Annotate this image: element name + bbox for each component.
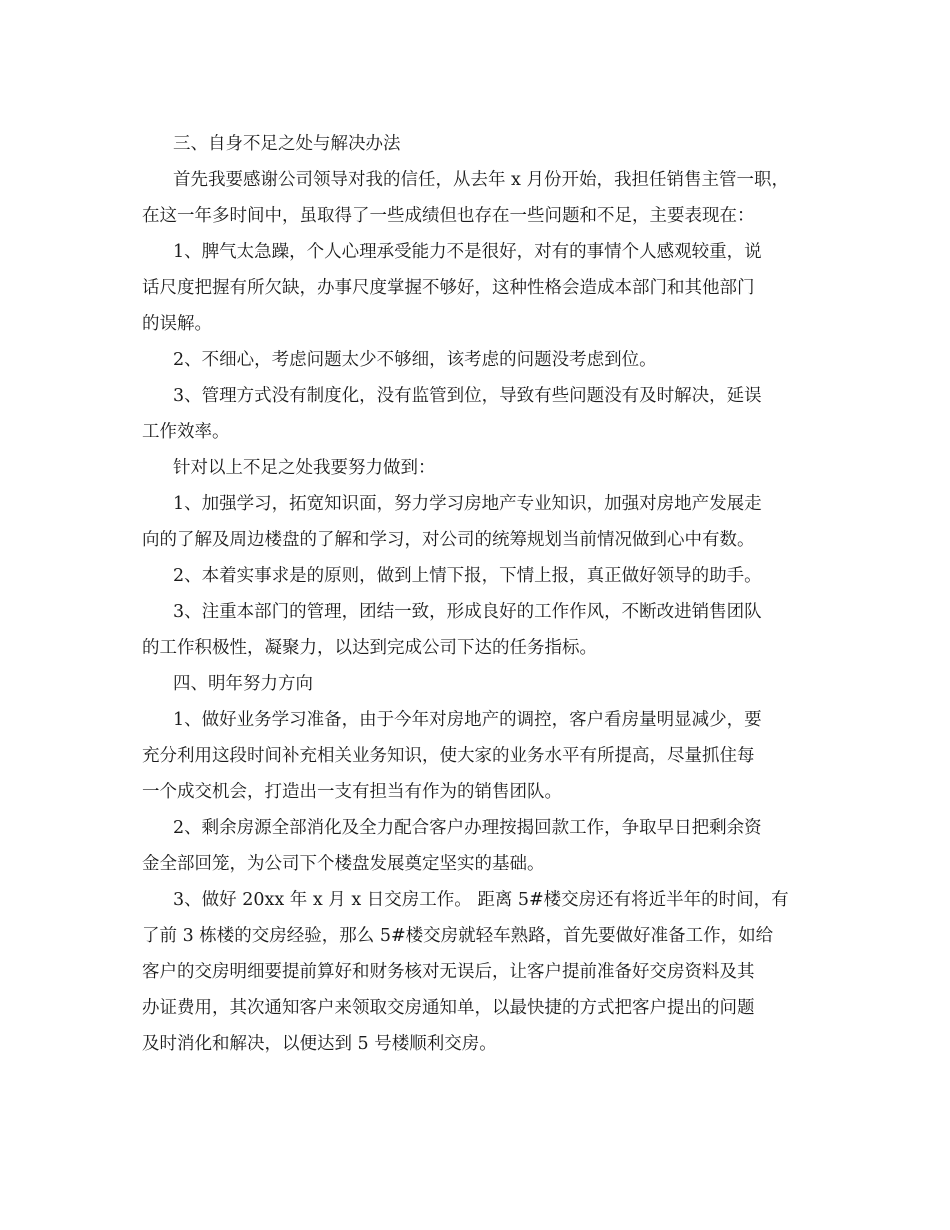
list-item-line: 话尺度把握有所欠缺，办事尺度掌握不够好，这种性格会造成本部门和其他部门 — [142, 278, 755, 298]
list-item-line: 3、注重本部门的管理，团结一致，形成良好的工作作风，不断改进销售团队 — [173, 602, 762, 622]
list-item-line: 充分利用这段时间补充相关业务知识，使大家的业务水平有所提高，尽量抓住每 — [142, 746, 755, 766]
list-item-line: 3、管理方式没有制度化，没有监管到位，导致有些问题没有及时解决，延误 — [173, 386, 762, 406]
list-item-line: 了前 3 栋楼的交房经验，那么 5#楼交房就轻车熟路，首先要做好准备工作，如给 — [142, 926, 774, 946]
list-item-line: 1、脾气太急躁，个人心理承受能力不是很好，对有的事情个人感观较重，说 — [173, 242, 762, 262]
paragraph-line: 针对以上不足之处我要努力做到： — [173, 458, 436, 478]
section-heading-shortcomings: 三、自身不足之处与解决办法 — [173, 134, 401, 154]
list-item-line: 2、本着实事求是的原则，做到上情下报，下情上报，真正做好领导的助手。 — [173, 566, 762, 586]
list-item-line: 1、做好业务学习准备，由于今年对房地产的调控，客户看房量明显减少，要 — [173, 710, 762, 730]
list-item-line: 一个成交机会，打造出一支有担当有作为的销售团队。 — [142, 782, 562, 802]
list-item-line: 2、剩余房源全部消化及全力配合客户办理按揭回款工作，争取早日把剩余资 — [173, 818, 762, 838]
section-heading-next-year: 四、明年努力方向 — [173, 674, 313, 694]
paragraph-line: 首先我要感谢公司领导对我的信任，从去年 x 月份开始，我担任销售主管一职， — [173, 170, 789, 190]
list-item-line: 金全部回笼，为公司下个楼盘发展奠定坚实的基础。 — [142, 854, 545, 874]
list-item-line: 客户的交房明细要提前算好和财务核对无误后，让客户提前准备好交房资料及其 — [142, 962, 755, 982]
list-item-line: 的工作积极性，凝聚力，以达到完成公司下达的任务指标。 — [142, 638, 597, 658]
list-item-line: 2、不细心，考虑问题太少不够细，该考虑的问题没考虑到位。 — [173, 350, 657, 370]
list-item-line: 及时消化和解决，以便达到 5 号楼顺利交房。 — [142, 1034, 497, 1054]
paragraph-line: 在这一年多时间中，虽取得了一些成绩但也存在一些问题和不足，主要表现在： — [142, 206, 755, 226]
list-item-line: 向的了解及周边楼盘的了解和学习，对公司的统筹规划当前情况做到心中有数。 — [142, 530, 755, 550]
list-item-line: 3、做好 20xx 年 x 月 x 日交房工作。 距离 5#楼交房还有将近半年的时间，有 — [173, 890, 789, 910]
list-item-line: 的误解。 — [142, 314, 212, 334]
list-item-line: 1、加强学习，拓宽知识面，努力学习房地产专业知识，加强对房地产发展走 — [173, 494, 762, 514]
list-item-line: 工作效率。 — [142, 422, 230, 442]
list-item-line: 办证费用，其次通知客户来领取交房通知单，以最快捷的方式把客户提出的问题 — [142, 998, 755, 1018]
